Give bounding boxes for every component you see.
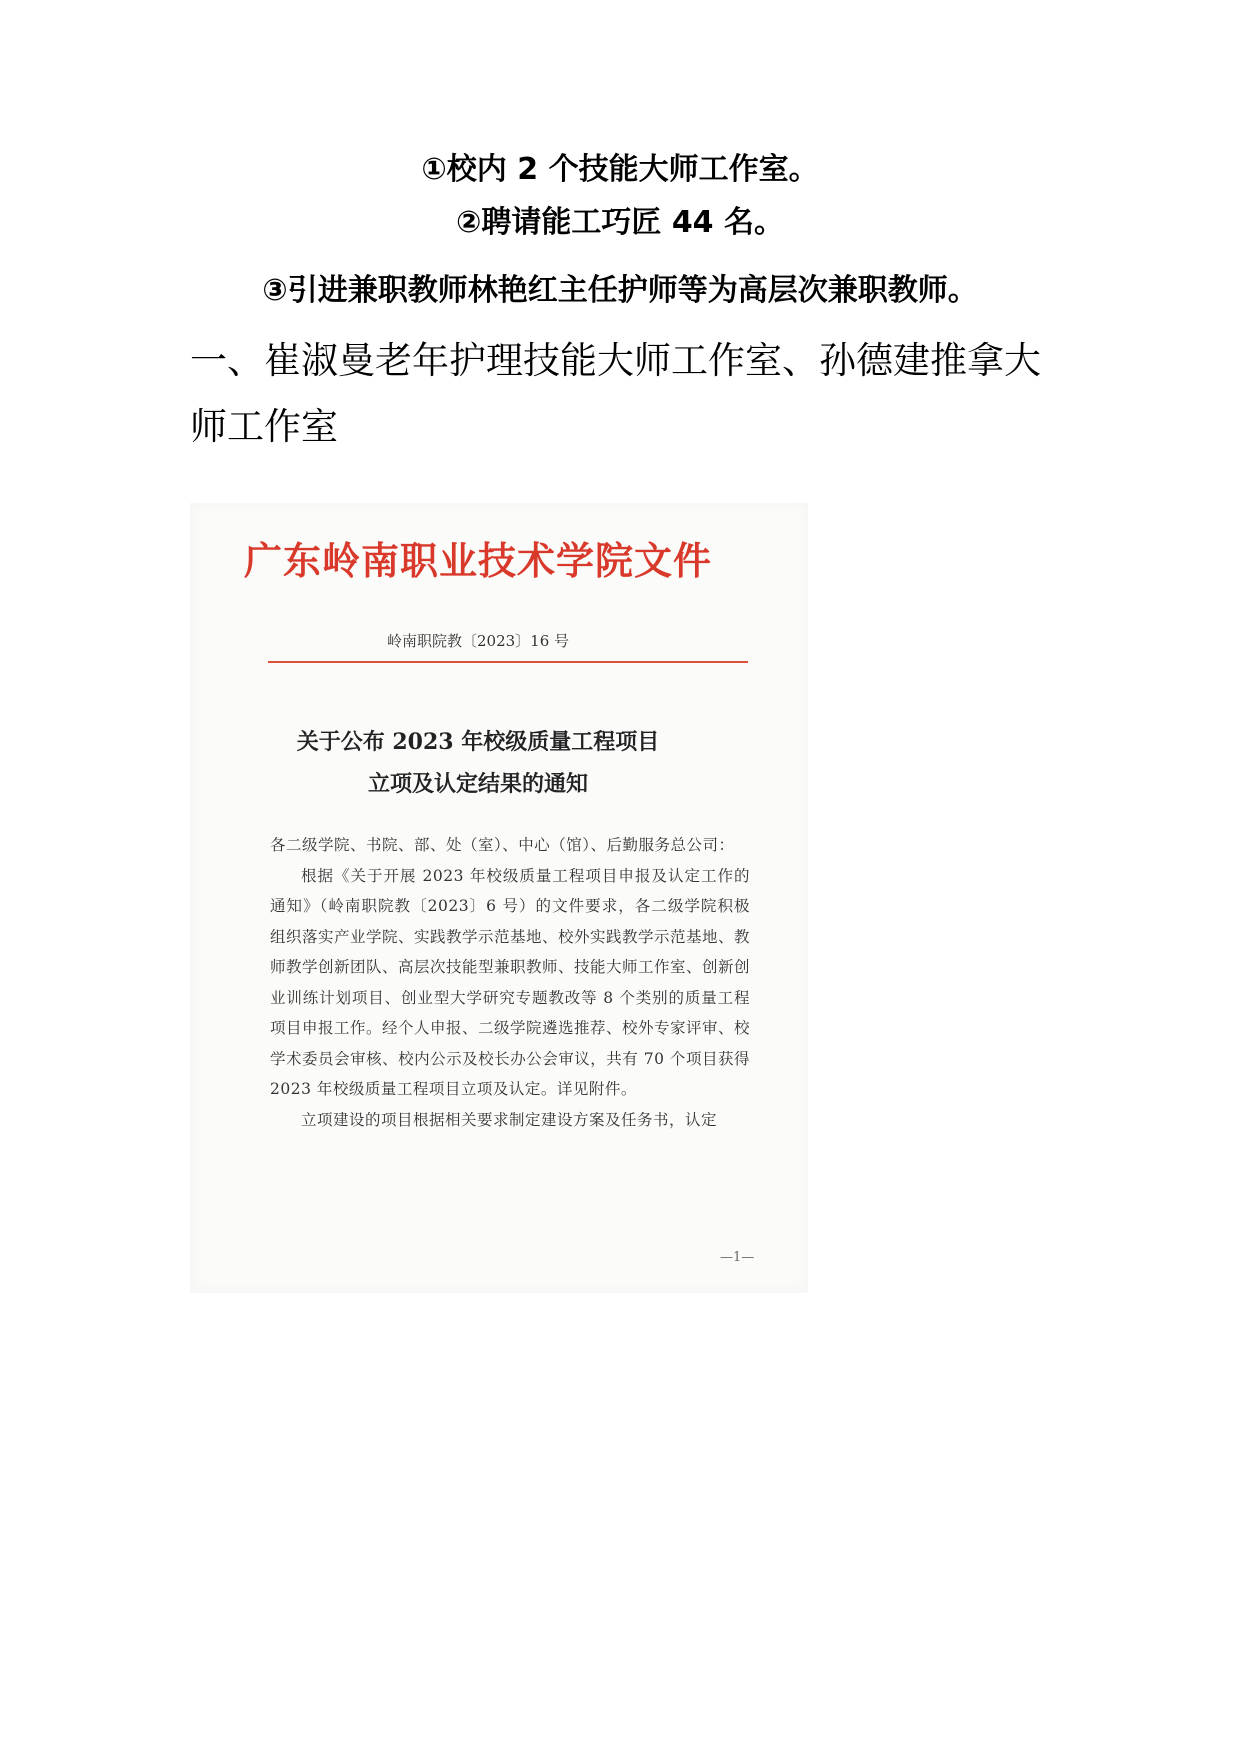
red-divider-line [268,661,748,663]
bullet-line-3: ③引进兼职教师林艳红主任护师等为高层次兼职教师。 [262,273,978,308]
document-title-line-1: 关于公布 2023 年校级质量工程项目 [296,729,660,755]
document-body [270,830,750,1135]
document-paragraph-2: 立项建设的项目根据相关要求制定建设方案及任务书，认定 [301,1110,718,1129]
document-number: 岭南职院教〔2023〕16 号 [386,632,570,650]
document-title-line-2: 立项及认定结果的通知 [367,771,588,797]
bullet-line-1: ①校内 2 个技能大师工作室。 [421,152,819,187]
section-heading: 一、崔淑曼老年护理技能大师工作室、孙德建推拿大师工作室 [190,339,1041,448]
bullet-line-2: ②聘请能工巧匠 44 名。 [455,205,785,240]
scanned-document-image [190,503,808,1293]
document-masthead: 广东岭南职业技术学院文件 [243,538,712,583]
document-salutation: 各二级学院、书院、部、处（室）、中心（馆）、后勤服务总公司： [270,836,735,854]
document-paragraph-1: 根据《关于开展 2023 年校级质量工程项目申报及认定工作的通知》（岭南职院教〔2023〕6 号）的文件要求，各二级学院积极组织落实产业学院、实践教学示范基地、校外实践教学示范基地、教师教学创新团队、高层次技能型兼职教师、技能大师工作室、创新创业训练计划项目、创业型大学研究专题教改等 8 个类别的质量工程项目申报工作。经个人申报、二级学院遴选推荐、校外专家评审、校学术委员会审核、校内公示及校长办公会审议，共有 70 个项目获得 2023 年校级质量工程项目立项及认定。详见附件。 [270,866,751,1098]
document-page-number: —1— [720,1250,755,1265]
